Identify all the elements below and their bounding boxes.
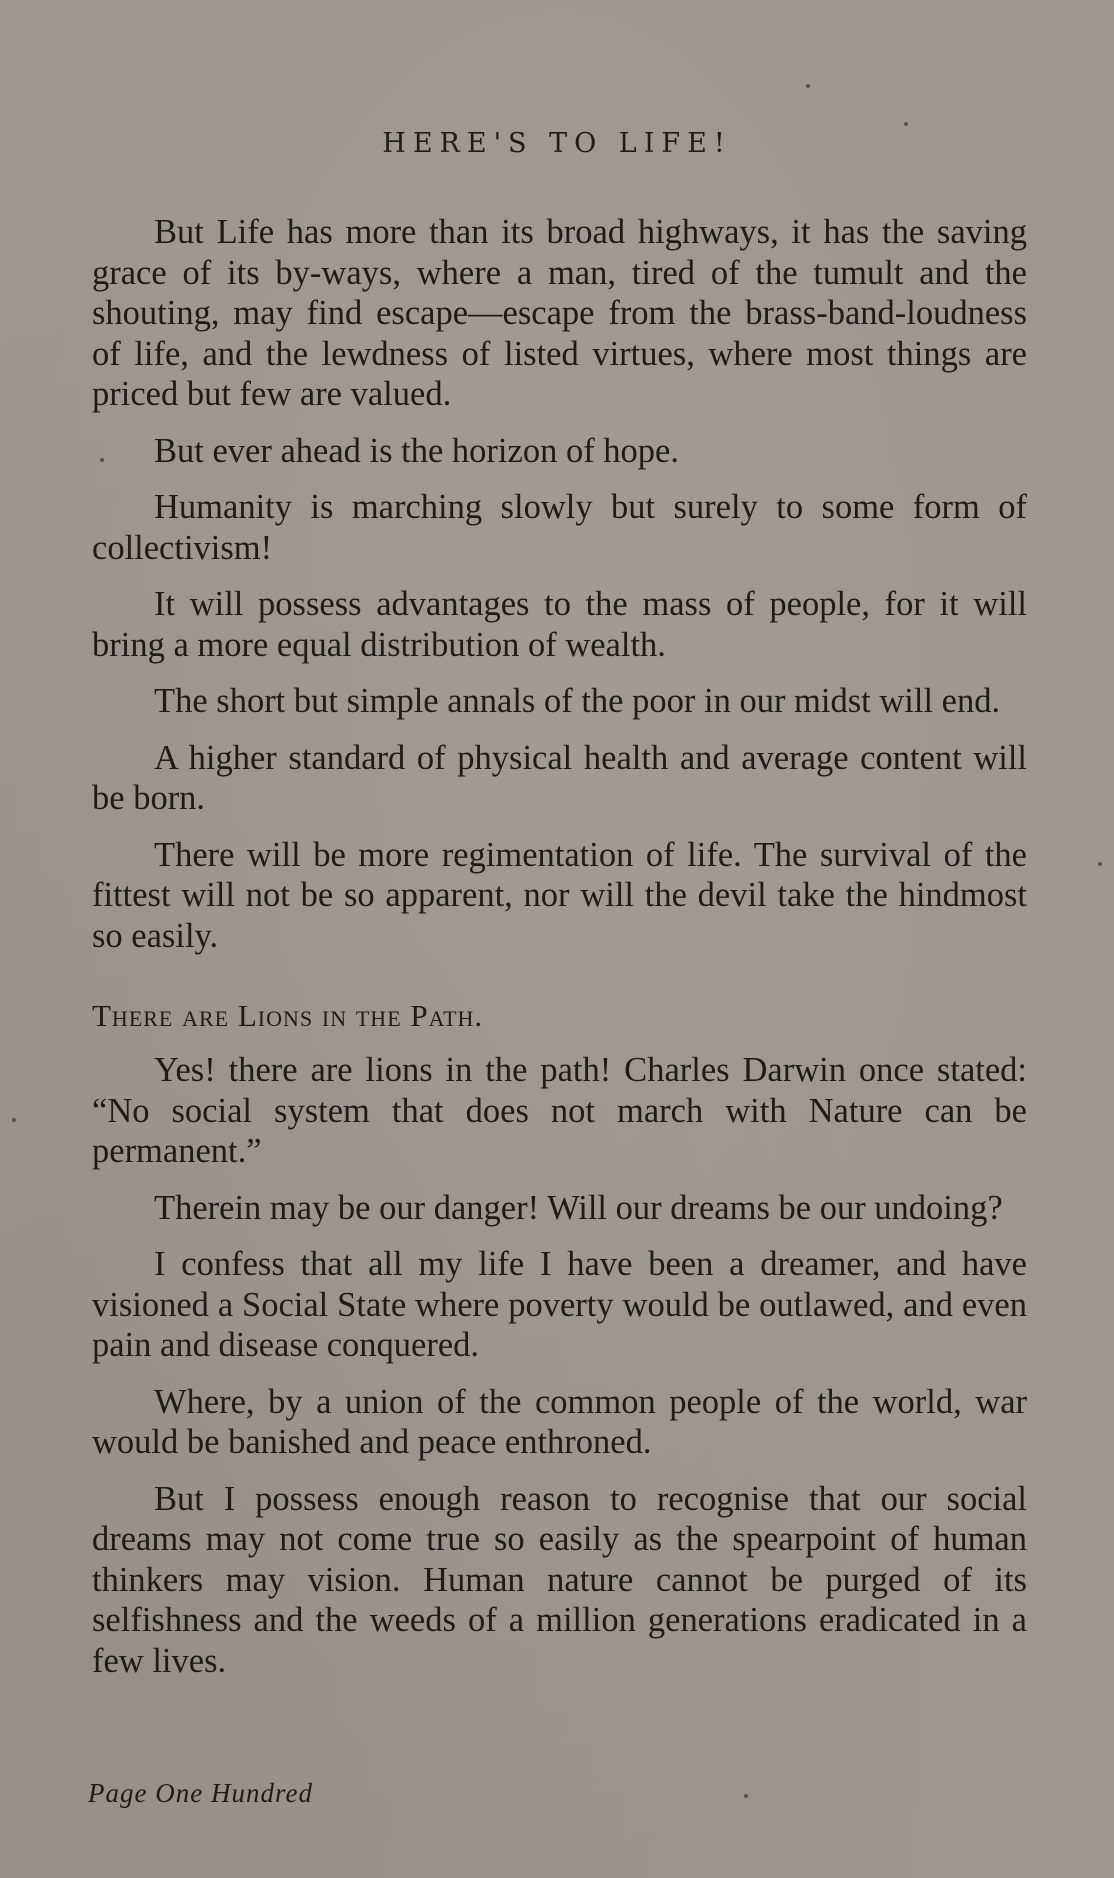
paragraph: There will be more regimentation of life. The survival of the fittest will not be so apparent, nor will the devil take the hindmost so easily. [92,835,1027,955]
paragraph: Yes! there are lions in the path! Charles Darwin once stated: “No social system that does not march with Nature can be permanent.” [92,1051,1027,1170]
paragraph: A higher standard of physical health and average content will be born. [92,738,1027,817]
running-head: HERE'S TO LIFE! [382,128,732,159]
paragraph: The short but simple annals of the poor in our midst will end. [154,682,1001,720]
section-heading: There are Lions in the Path. [92,998,484,1033]
body-text [92,212,1027,1697]
paper-speck [1098,862,1102,866]
paper-speck [904,122,908,126]
paragraph: Humanity is marching slowly but surely to some form of collectivism! [92,488,1027,567]
page-number: Page One Hundred [88,1778,313,1808]
paragraph: Therein may be our danger! Will our dreams be our undoing? [154,1188,1003,1227]
paragraph: But I possess enough reason to recognise that our social dreams may not come true so easily as the spearpoint of human thinkers may vision. Human nature cannot be purged of its selfishness and the weeds of a million generations eradicated in a few lives. [92,1479,1027,1680]
paragraph: I confess that all my life I have been a dreamer, and have visioned a Social State where poverty would be outlawed, and even pain and disease conquered. [92,1245,1027,1364]
paragraph: But Life has more than its broad highways, it has the saving grace of its by-ways, where a man, tired of the tumult and the shouting, may find escape—escape from the brass-band-loudness of life, and the lewdness of listed virtues, where most things are priced but few are valued. [92,213,1027,413]
paper-speck [744,1794,748,1798]
paper-speck [806,84,810,88]
paper-speck [100,458,104,462]
paragraph: It will possess advantages to the mass of people, for it will bring a more equal distribution of wealth. [92,585,1027,664]
paragraph: But ever ahead is the horizon of hope. [154,431,679,470]
paper-speck [12,1118,16,1122]
paragraph: Where, by a union of the common people of the world, war would be banished and peace enthroned. [92,1382,1027,1461]
